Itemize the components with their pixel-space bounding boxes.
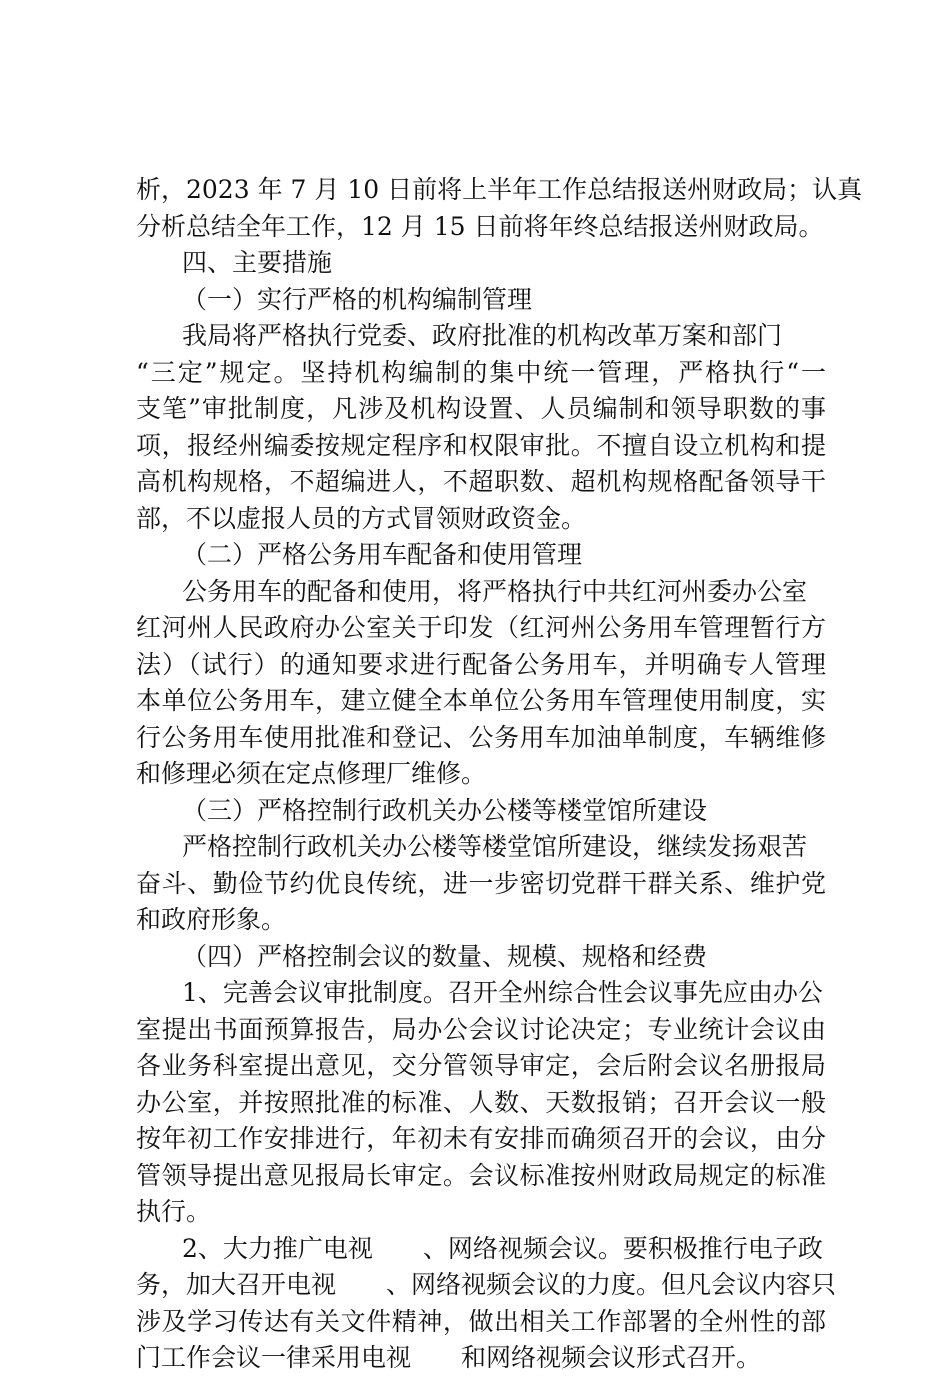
text-line: 严格控制行政机关办公楼等楼堂馆所建设，继续发扬艰苦 (182, 832, 808, 861)
subsection-heading: （一）实行严格的机构编制管理 (182, 284, 533, 314)
text-line: 和修理必须在定点修理厂维修。 (136, 759, 487, 788)
text-line: “三定”规定。坚持机构编制的集中统一管理，严格执行“一 (136, 357, 826, 387)
text-line: 室提出书面预算报告，局办公会议讨论决定；专业统计会议由 (136, 1014, 826, 1044)
subsection-heading: （四）严格控制会议的数量、规模、规格和经费 (182, 941, 708, 971)
text-line: 1、完善会议审批制度。召开全州综合性会议事先应由办公 (182, 978, 823, 1007)
text-line: 红河州人民政府办公室关于印发（红河州公务用车管理暂行方 (136, 613, 826, 642)
text-line: 和政府形象。 (136, 905, 287, 934)
subsection-heading: （二）严格公务用车配备和使用管理 (182, 540, 583, 569)
text-line: 2、大力推广电视 、网络视频会议。要积极推行电子政 (182, 1233, 823, 1263)
text-line: 法）（试行）的通知要求进行配备公务用车，并明确专人管理 (136, 649, 826, 679)
text-line: 本单位公务用车，建立健全本单位公务用车管理使用制度，实 (136, 686, 826, 715)
text-line: 按年初工作安排进行，年初未有安排而确须召开的会议，由分 (136, 1124, 826, 1153)
text-line: 务，加大召开电视 、网络视频会议的力度。但凡会议内容只 (136, 1270, 837, 1299)
text-line: 涉及学习传达有关文件精神，做出相关工作部署的全州性的部 (136, 1306, 826, 1336)
text-line: 支笔”审批制度，凡涉及机构设置、人员编制和领导职数的事 (136, 394, 826, 423)
text-line: 部，不以虚报人员的方式冒领财政资金。 (136, 503, 587, 533)
text-line: 各业务科室提出意见，交分管领导审定，会后附会议名册报局 (136, 1051, 826, 1080)
text-line: 奋斗、勤俭节约优良传统，进一步密切党群干群关系、维护党 (136, 868, 826, 898)
section-heading: 四、主要措施 (182, 248, 333, 277)
text-line: 项，报经州编委按规定程序和权限审批。不擅自设立机构和提 (136, 430, 826, 460)
text-line: 我局将严格执行党委、政府批准的机构改革万案和部门 (182, 321, 783, 350)
subsection-heading: （三）严格控制行政机关办公楼等楼堂馆所建设 (182, 795, 708, 825)
text-line: 行公务用车使用批准和登记、公务用车加油单制度，车辆维修 (136, 722, 826, 752)
text-line: 管领导提出意见报局长审定。会议标准按州财政局规定的标准 (136, 1160, 826, 1190)
text-line: 分析总结全年工作，12 月 15 日前将年终总结报送州财政局。 (136, 211, 824, 241)
text-line: 办公室，并按照批准的标准、人数、天数报销；召开会议一般 (136, 1087, 826, 1117)
text-line: 高机构规格，不超编进人，不超职数、超机构规格配备领导干 (136, 467, 826, 496)
text-line: 门工作会议一律采用电视 和网络视频会议形式召开。 (136, 1343, 762, 1372)
text-line: 析，2023 年 7 月 10 日前将上半年工作总结报送州财政局；认真 (136, 175, 863, 204)
text-line: 公务用车的配备和使用，将严格执行中共红河州委办公室 (182, 576, 808, 606)
text-line: 执行。 (136, 1197, 212, 1226)
document-body (136, 172, 863, 1377)
